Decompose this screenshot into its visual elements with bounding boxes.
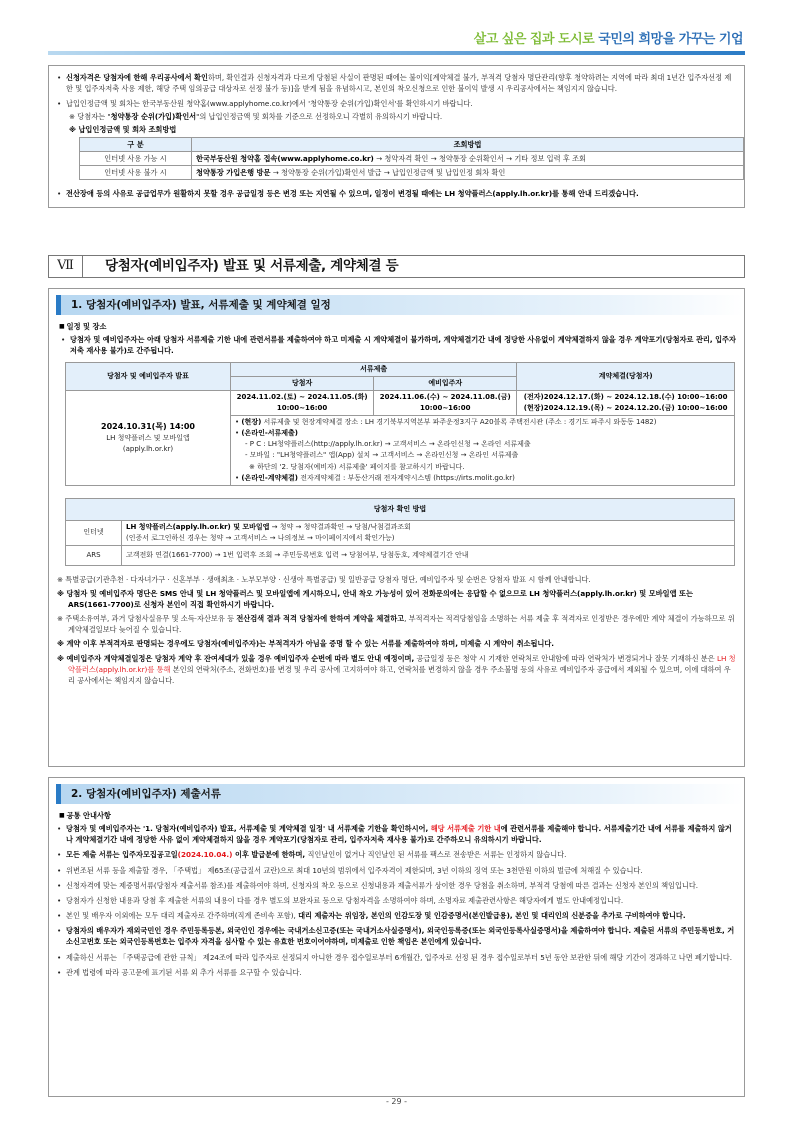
note-eligibility: ※ 주택소유여부, 과거 당첨사실유무 및 소득·자산보유 등 전산검색 결과 적격 당첨자에 한하여 계약을 체결하고, 부적격자는 적격당첨임을 소명하는 서류 제출 후 적격자로 인정받은 경우에만 계약 체결이 가능하므로 위 계약체결일보다 늦어질 수 있습니다.	[57, 614, 735, 635]
schedule-panel	[48, 288, 745, 767]
check-ars-method: 고객전화 연결(1661-7700) → 1번 입력후 조회 → 주민등록번호 입력 → 당첨여부, 당첨동호, 계약체결기간 안내	[122, 545, 735, 565]
check-internet-label: 인터넷	[66, 520, 122, 545]
doc-bullet-retention: • 제출하신 서류는 「주택공급에 관한 규칙」 제24조에 따라 입주자로 선정되지 아니한 경우 접수일로부터 6개월간, 입주자로 선정 된 경우 접수일로부터 5년 동안 보관한 뒤에 해당 기간이 경과하고 나면 폐기합니다.	[57, 952, 732, 962]
col-winner: 당첨자	[231, 377, 374, 391]
col-announce: 당첨자 및 예비입주자 발표	[66, 363, 231, 391]
note-winner-basis: ※ 당첨자는 "청약통장 순위(가입)확인서"의 납입인정금액 및 회차를 기준으로 선정하오니 각별히 유의하시기 바랍니다.	[69, 112, 443, 122]
col-docs: 서류제출	[231, 363, 517, 377]
announce-cell: 2024.10.31(목) 14:00 LH 청약플러스 및 모바일앱 (apply.lh.or.kr)	[66, 391, 231, 486]
note-reserve: ※ 예비입주자 계약체결일정은 당첨자 계약 후 잔여세대가 있을 경우 예비입주자 순번에 따라 별도 안내 예정이며, 공급일정 등은 청약 시 기재한 연락처로 안내함에 따라 연락처가 변경되거나 잘못 기재하신 분은 LH 청약플러스(apply.lh.or.kr)를 통해 본인의 연락처(주소, 전화번호)를 변경 및 우리 공사에 고지하여야 하고, 연락처를 변경하지 않을 경우 주소불명 등의 사유로 예비입주자 공급에서 제외될 수 있으며, 이에 대하여 우리 공사에서는 책임지지 않습니다.	[57, 653, 736, 685]
check-internet-method: LH 청약플러스(apply.lh.or.kr) 및 모바일앱 → 청약 → 청약결과확인 → 당첨/낙첨결과조회 (인증서 로그인하신 경우는 청약 → 고객서비스 → 나의정보 → 마이페이지에서 확인가능)	[122, 520, 735, 545]
check-ars-label: ARS	[66, 545, 122, 565]
bullet-payment: • 납입인정금액 및 회차는 한국부동산원 청약홈(www.applyhome.co.kr)에서 '청약통장 순위(가입)확인서'를 확인하시기 바랍니다.	[57, 99, 473, 109]
schedule-intro: • 당첨자 및 예비입주자는 아래 당첨자 서류제출 기한 내에 관련서류를 제출하여야 하고 미제출 시 계약체결이 불가하며, 계약체결기간 내에 정당한 사유없이 계약체결하지 않을 경우 계약포기(당첨자로 관리, 입주자저축 재사용 불가)로 간주됩니다.	[61, 335, 736, 356]
documents-panel	[48, 777, 745, 1097]
note-lookup-method: ※ 납입인정금액 및 회차 조회방법	[69, 124, 177, 134]
slogan-blue: 국민의 희망을 가꾸는 기업	[598, 32, 743, 47]
documents-bar-title: 2. 당첨자(예비입주자) 제출서류	[56, 784, 744, 804]
note-sms: ※ 당첨자 및 예비입주자 명단은 SMS 안내 및 LH 청약플러스 및 모바일앱에 게시하오니, 안내 착오 가능성이 있어 전화문의에는 응답할 수 없으므로 LH 청약플러스(apply.lh.or.kr) 및 모바일앱 또는 ARS(1661-7700)로 신청자 본인이 직접 확인하시기 바랍니다.	[57, 588, 693, 609]
slogan-green: 살고 싶은 집과 도시로	[473, 32, 595, 47]
check-header: 당첨자 확인 방법	[66, 498, 735, 520]
doc-bullet-deadline: • 당첨자 및 예비입주자는 '1. 당첨자(예비입주자) 발표, 서류제출 및 계약체결 일정' 내 서류제출 기한을 확인하시어, 해당 서류제출 기한 내에 관련서류를 제출해야 합니다. 서류제출기간 내에 서류를 제출하지 않거나 계약체결기간 내에 정당한 사유 없이 계약체결하지 않을 경우 계약포기(당첨자로 관리, 입주자저축 재사용 불가)로 간주하오니 유의하시기 바랍니다.	[57, 824, 732, 845]
reserve-dates: 2024.11.06.(수) ~ 2024.11.08.(금) 10:00~16:00	[374, 391, 517, 416]
section-title: 당첨자(예비입주자) 발표 및 서류제출, 계약체결 등	[105, 258, 399, 275]
col-reserve: 예비입주자	[374, 377, 517, 391]
contract-dates: (전자)2024.12.17.(화) ~ 2024.12.18.(수) 10:00~16:00 (현장)2024.12.19.(목) ~ 2024.12.20.(금) 10:00~16:00	[517, 391, 735, 416]
header-slogan	[474, 30, 743, 50]
schedule-table	[65, 362, 735, 486]
doc-bullet-issue-date: • 모든 제출 서류는 입주자모집공고일(2024.10.04.) 이후 발급분에 한하며, 직인날인이 없거나 직인날인 된 서류를 팩스로 전송받은 서류는 인정하지 않습니다.	[57, 850, 567, 860]
row-internet-label: 인터넷 사용 가능 시	[80, 151, 192, 165]
doc-bullet-proof: • 신청자격에 맞는 제증명서류(당첨자 제출서류 참조)를 제출하여야 하며, 신청자의 착오 등으로 신청내용과 제출서류가 상이한 경우 당첨을 취소하며, 부적격 당첨에 따른 결과는 신청자 본인의 책임입니다.	[57, 880, 699, 890]
note-special-supply: ※ 특별공급(기관추천 · 다자녀가구 · 신혼부부 · 생애최초 · 노부모부양 · 신생아 특별공급) 및 일반공급 당첨자 명단, 예비입주자 및 순번은 당첨자 발표 시 함께 안내합니다.	[57, 574, 591, 584]
check-method-table	[65, 498, 735, 566]
row-offline-method: 청약통장 가입은행 방문 → 청약통장 순위(가입)확인서 발급 → 납입인정금액 및 납입인정 회차 확인	[192, 166, 744, 180]
notice-box	[48, 65, 745, 208]
bullet-qualification: • 신청자격은 당첨자에 한해 우리공사에서 확인하며, 확인결과 신청자격과 다르게 당첨된 사실이 판명된 때에는 불이익[계약체결 불가, 부적격 당첨자 명단관리(향후 청약하려는 지역에 따라 최대 1년간 입주자선정 제한 및 입주자저축 사용 제한, 해당 주택 임의공급 대상자로 선정 불가 등)]을 받게 됨을 유념하시고, 본인의 착오신청으로 인한 불이익 발생 시 우리공사에서는 책임지지 않습니다.	[57, 73, 732, 94]
page-number: - 29 -	[385, 1097, 408, 1106]
doc-bullet-additional: • 관계 법령에 따라 공고문에 표기된 서류 외 추가 서류를 요구할 수 있습니다.	[57, 967, 302, 977]
documents-subheading: ■ 공통 안내사항	[59, 810, 736, 821]
row-internet-method: 한국부동산원 청약홈 접속(www.applyhome.co.kr) → 청약자격 확인 → 청약통장 순위확인서 → 기타 정보 입력 후 조회	[192, 151, 744, 165]
schedule-subheading: ■ 일정 및 장소	[59, 321, 736, 332]
col-contract: 계약체결(당첨자)	[517, 363, 735, 391]
lookup-table	[79, 137, 744, 180]
note-ineligible: ※ 계약 이후 부적격자로 판명되는 경우에도 당첨자(예비입주자)는 부적격자가 아님을 증명 할 수 있는 서류를 제출하여야 하며, 미제출 시 계약이 취소됩니다.	[57, 639, 555, 649]
winner-dates: 2024.11.02.(토) ~ 2024.11.05.(화) 10:00~16:00	[231, 391, 374, 416]
doc-bullet-mismatch: • 당첨자가 신청한 내용과 당첨 후 제출한 서류의 내용이 다를 경우 별도의 보완자료 등으로 당첨자격을 소명하여야 하며, 소명자료 제출관련사항은 해당자에게 별도 안내예정입니다.	[57, 895, 624, 905]
doc-bullet-forgery: • 위변조된 서류 등을 제출할 경우, 「주택법」 제65조(공급질서 교란)으로 최대 10년의 범위에서 입주자격이 제한되며, 3년 이하의 징역 또는 3천만원 이하의 벌금에 처해질 수 있습니다.	[57, 865, 643, 875]
col-header-method: 조회방법	[192, 137, 744, 151]
row-offline-label: 인터넷 사용 불가 시	[80, 166, 192, 180]
section-number: Ⅶ	[49, 256, 83, 277]
venue-details: • (현장) 서류제출 및 현장계약체결 장소 : LH 경기북부지역본부 파주운정3지구 A20블록 주택전시관 (주소 : 경기도 파주시 와동동 1482) • (온라인-서류제출) - P C : LH청약플러스(http://apply.lh.or.kr) → 고객서비스 → 온라인신청 → 온라인 서류제출 - 모바일 : "LH청약플러스" 앱(App) 설치 → 고객서비스 → 온라인신청 → 온라인 서류제출 ※ 하단의 '2. 당첨자(예비자) 서류제출' 페이지를 참고하시기 바랍니다. • (온라인-계약체결) 전자계약체결 : 부동산거래 전자계약시스템 (https://irts.molit.go.kr)	[231, 415, 735, 485]
header-divider	[48, 51, 745, 55]
bullet-system-failure: • 전산장애 등의 사유로 공급업무가 원활하지 못할 경우 공급일정 등은 변경 또는 지연될 수 있으며, 일정이 변경될 때에는 LH 청약플러스(apply.lh.or.kr)를 통해 안내 드리겠습니다.	[57, 189, 639, 199]
doc-bullet-foreign-spouse: • 당첨자의 배우자가 재외국민인 경우 주민등록등본, 외국인인 경우에는 국내거소신고증(또는 국내거소사실증명서), 외국인등록증(또는 외국인등록사실증명서)을 제출하여야 합니다. 제출된 서류의 주민등록번호, 거소신고번호 또는 외국인등록번호는 입주자 자격을 심사할 수 있는 유효한 번호이어야하며, 미제출로 인한 책임은 본인에게 있습니다.	[57, 926, 735, 947]
col-header-category: 구 분	[80, 137, 192, 151]
schedule-bar-title: 1. 당첨자(예비입주자) 발표, 서류제출 및 계약체결 일정	[56, 295, 744, 315]
section-header	[48, 255, 745, 278]
doc-bullet-proxy: • 본인 및 배우자 이외에는 모두 대리 제출자로 간주하며(직계 존비속 포함), 대리 제출자는 위임장, 본인의 인감도장 및 인감증명서(본인발급용), 본인 및 대리인의 신분증을 추가로 구비하여야 합니다.	[57, 911, 686, 921]
